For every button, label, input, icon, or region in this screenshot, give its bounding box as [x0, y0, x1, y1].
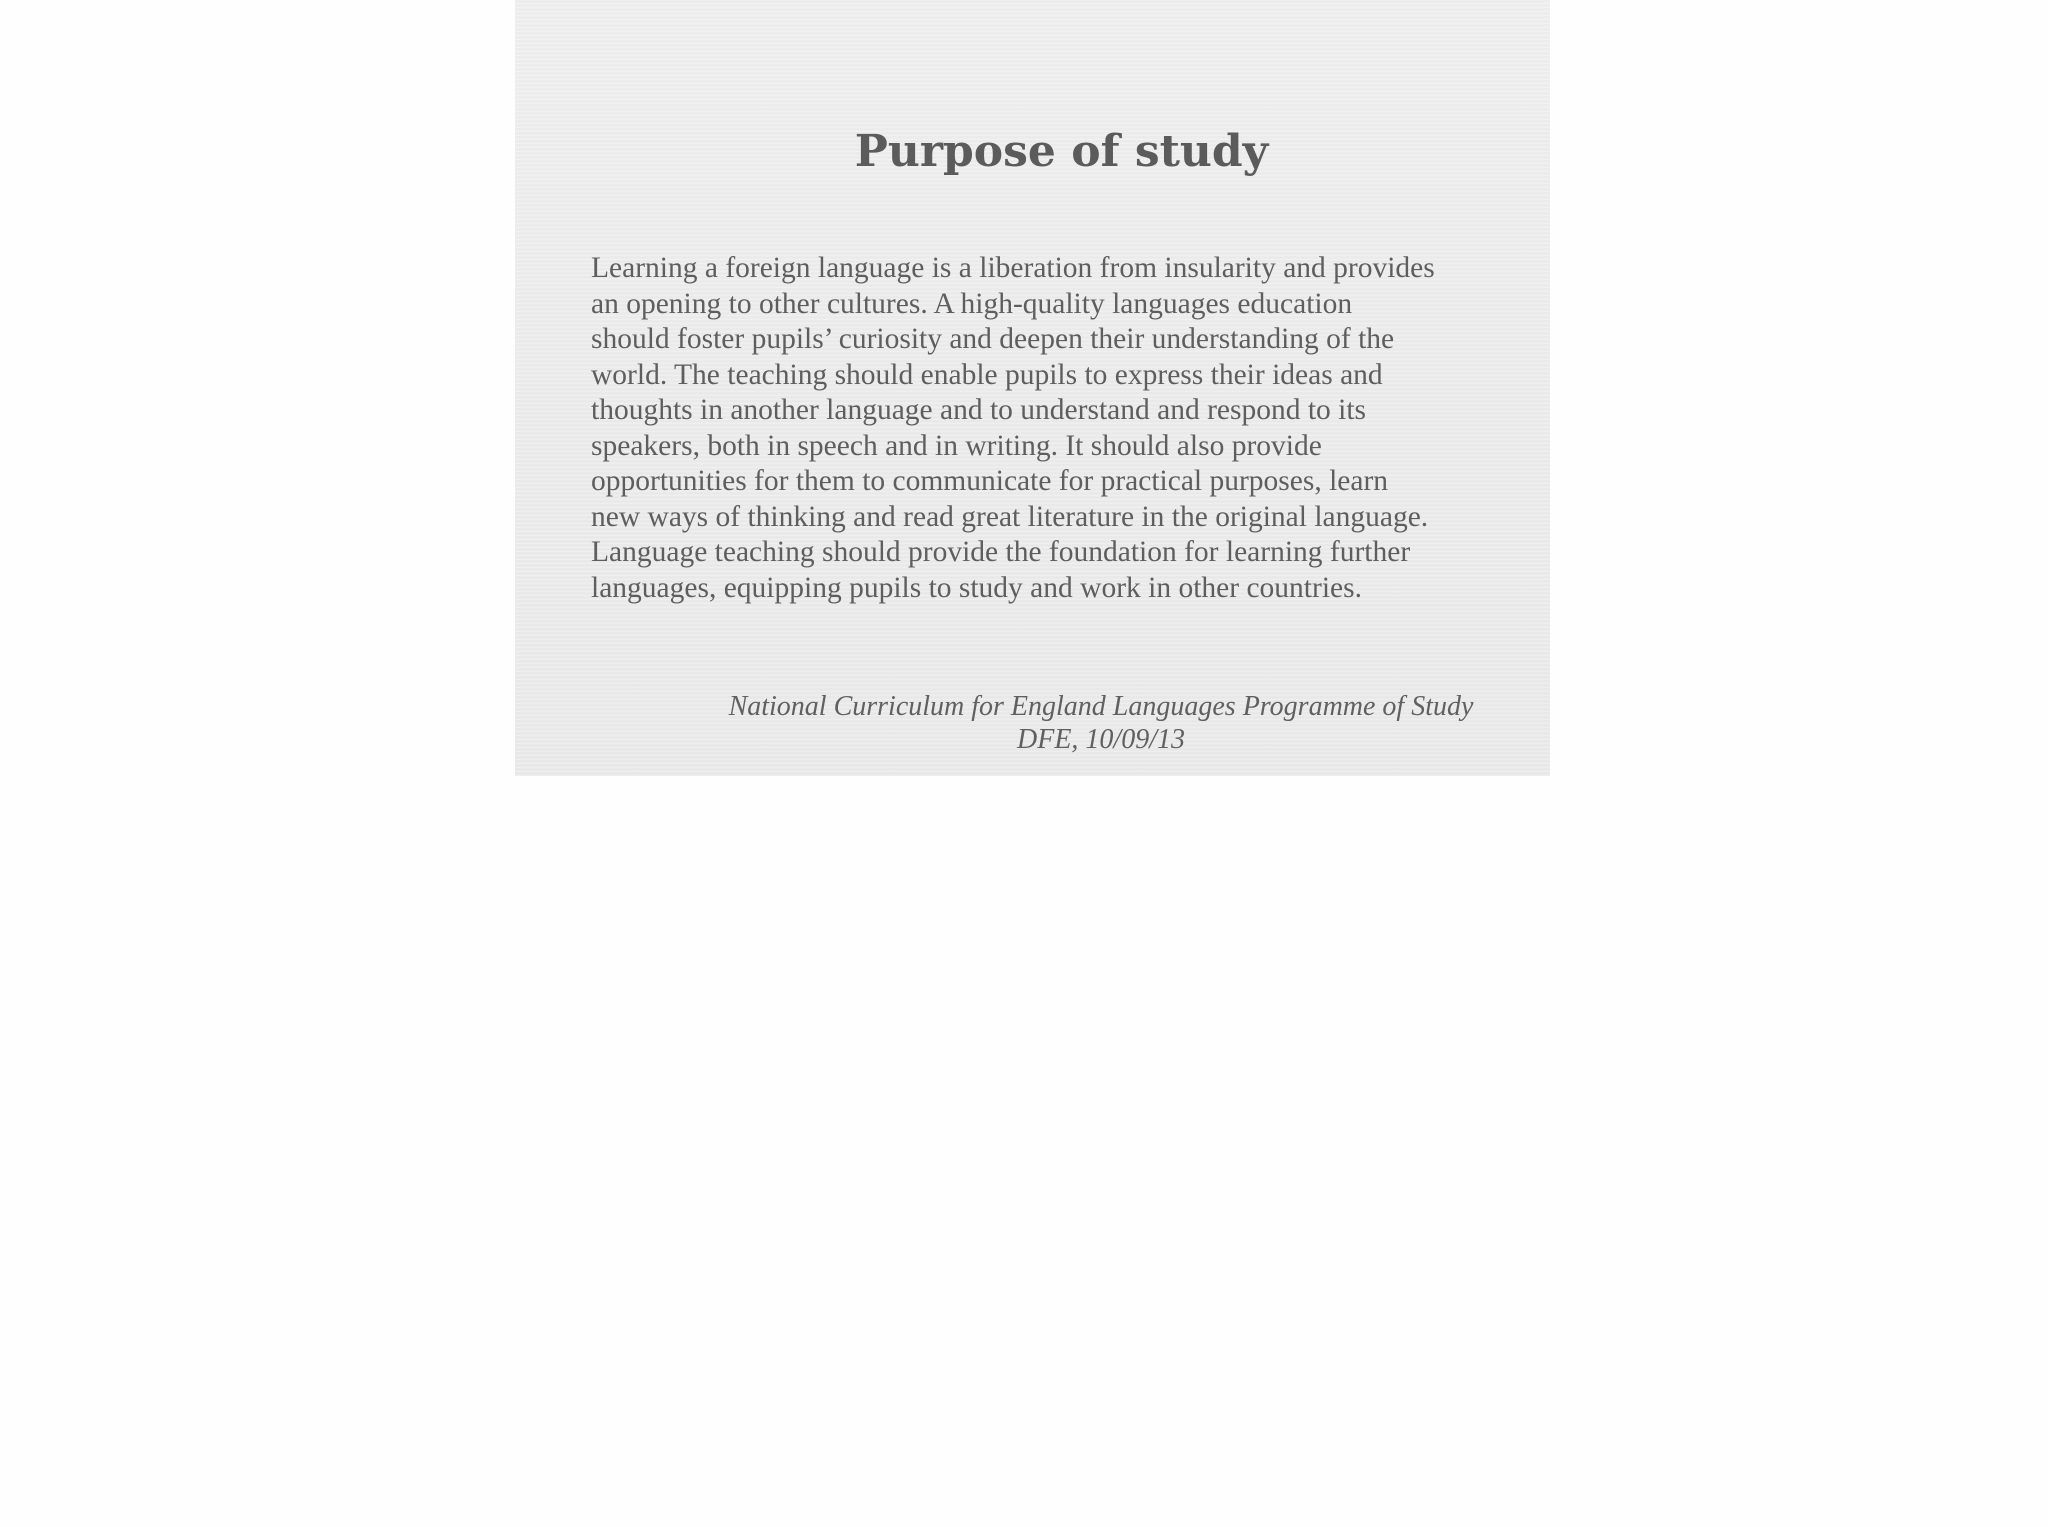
slide-title: Purpose of study	[854, 126, 1269, 177]
citation-source: National Curriculum for England Languages Programme of Study	[728, 691, 1474, 722]
citation	[695, 690, 1507, 756]
slide	[515, 0, 1550, 776]
citation-date: DFE, 10/09/13	[1017, 724, 1185, 755]
slide-body-text: Learning a foreign language is a liberation from insularity and provides an opening to other cultures. A high-quality languages education should foster pupils’ curiosity and deepen their understanding of the world. The teaching should enable pupils to express their ideas and thoughts in another language and to understand and respond to its speakers, both in speech and in writing. It should also provide opportunities for them to communicate for practical purposes, learn new ways of thinking and read great literature in the original language. Language teaching should provide the foundation for learning further languages, equipping pupils to study and work in other countries.	[591, 252, 1435, 604]
